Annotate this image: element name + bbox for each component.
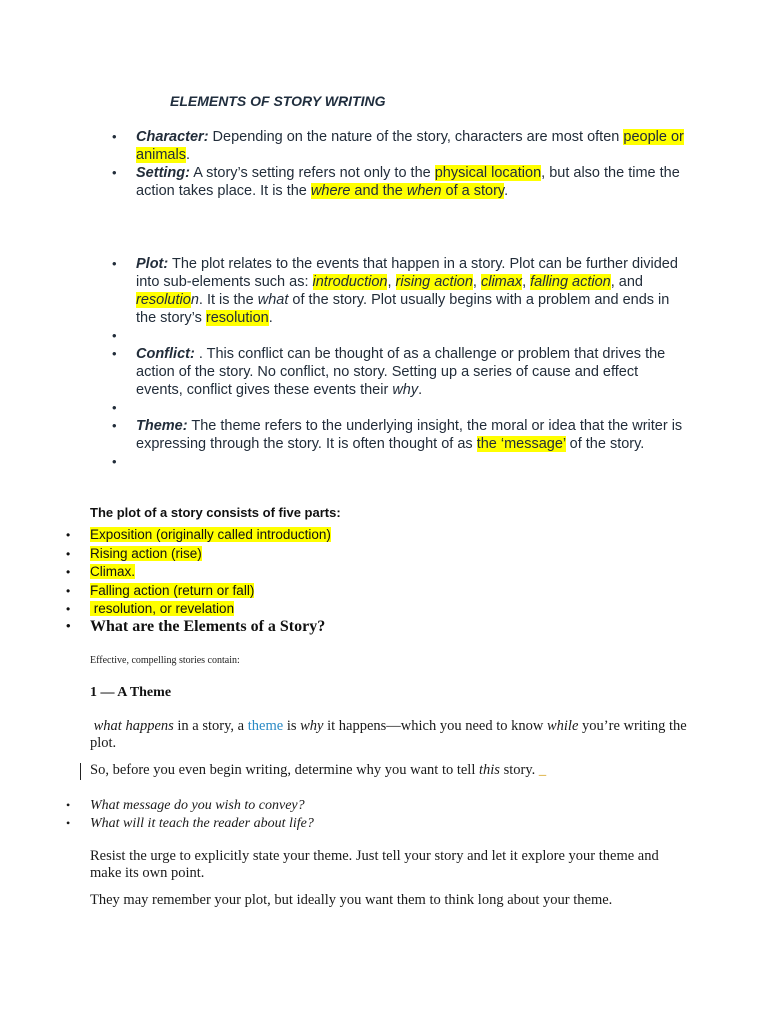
theme-paragraph-text: is: [283, 718, 301, 734]
this-italic: this: [479, 762, 500, 778]
empty-list-item: [0, 399, 686, 417]
plot-part-text: Exposition (originally called introduction): [90, 527, 331, 542]
questions-list: [0, 797, 314, 832]
term-setting: Setting:: [136, 165, 190, 181]
elements-list-a: [0, 128, 686, 200]
list-item-theme: [0, 417, 686, 453]
so-before-paragraph: [90, 762, 690, 779]
so-before-text-end: story.: [499, 762, 539, 778]
theme-text-end: of the story.: [565, 436, 645, 452]
highlight-introduction: introduction: [312, 274, 388, 290]
highlight-physical-location: physical location: [434, 165, 542, 181]
theme-paragraph: [90, 718, 690, 752]
plot-part-text: Falling action (return or fall): [90, 582, 255, 598]
highlight-resolutio: resolutio: [136, 292, 191, 308]
theme-text: The theme refers to the underlying insight, the moral or idea that the writer is expressing through the story. It is often thought of as: [136, 418, 683, 452]
text-cursor: [80, 763, 81, 780]
character-period: .: [185, 147, 190, 163]
elements-list-b: [0, 255, 686, 471]
setting-text-a: A story’s setting refers not only to the: [189, 165, 435, 181]
plot-part-item: [0, 600, 331, 619]
list-item-setting: [0, 164, 686, 200]
plot-sep-2: ,: [472, 274, 481, 290]
conflict-text: . This conflict can be thought of as a challenge or problem that drives the action of the story. No conflict, no story. Setting up a series of cause and effect events, conflict gives these events their: [136, 346, 666, 398]
theme-paragraph-text: you’re writing the plot.: [90, 718, 687, 751]
theme-paragraph-text: in a story, a: [173, 718, 248, 734]
term-theme: Theme:: [136, 418, 188, 434]
setting-and: and the: [350, 183, 407, 199]
conflict-why: why: [392, 382, 419, 398]
plot-sep-1: ,: [387, 274, 396, 290]
why-italic: why: [300, 718, 324, 734]
setting-text-b: , but also the time the action takes place. It is the: [136, 165, 680, 199]
plot-part-text: resolution, or revelation: [90, 601, 235, 617]
theme-paragraph-text: it happens—which you need to know: [323, 718, 547, 734]
plot-part-item: [0, 563, 331, 582]
list-item-plot: [0, 255, 686, 327]
plot-parts-heading: The plot of a story consists of five parts:: [90, 505, 341, 520]
setting-when: when: [406, 183, 442, 199]
plot-part-item: [0, 582, 331, 601]
what-happens-italic: what happens: [90, 718, 174, 734]
list-item-character: [0, 128, 686, 164]
empty-list-item: [0, 327, 686, 345]
term-character: Character:: [136, 129, 209, 145]
setting-period: .: [504, 183, 509, 199]
plot-period: .: [268, 310, 273, 326]
plot-text-c: of the story. Plot usually begins with a problem and ends in the story’s: [136, 292, 670, 326]
plot-part-item: [0, 545, 331, 564]
empty-list-item: [0, 453, 686, 471]
question-item: • What will it teach the reader about life?: [0, 815, 314, 833]
term-conflict: Conflict:: [136, 346, 195, 362]
highlight-climax: climax: [480, 274, 523, 290]
theme-subheading: 1 — A Theme: [90, 685, 172, 700]
document-title: ELEMENTS OF STORY WRITING: [170, 93, 386, 109]
underscore-mark: _: [538, 762, 547, 778]
intro-text: Effective, compelling stories contain:: [90, 655, 240, 666]
remember-paragraph: They may remember your plot, but ideally you want them to think long about your theme.: [90, 892, 613, 908]
highlight-people-or-animals: people or animals: [136, 129, 684, 163]
highlight-resolution: resolution: [205, 310, 269, 326]
question-item: • What message do you wish to convey?: [0, 797, 314, 815]
plot-text-b: . It is the: [198, 292, 258, 308]
plot-parts-list: [0, 526, 331, 619]
while-italic: while: [546, 718, 579, 734]
plot-sep-3: ,: [522, 274, 531, 290]
theme-link[interactable]: theme: [247, 718, 284, 734]
highlight-the-message: the ‘message’: [476, 436, 566, 452]
plot-what: what: [257, 292, 289, 308]
setting-of-a-story: of a story: [441, 183, 505, 199]
character-text: Depending on the nature of the story, characters are most often: [208, 129, 624, 145]
highlight-falling-action: falling action: [530, 274, 611, 290]
plot-text-a: The plot relates to the events that happen in a story. Plot can be further divided into sub-elements such as:: [136, 256, 678, 290]
highlight-rising-action: rising action: [395, 274, 473, 290]
conflict-period: .: [418, 382, 423, 398]
plot-n: n: [190, 292, 199, 308]
plot-and: , and: [610, 274, 643, 290]
elements-of-story-heading: • What are the Elements of a Story?: [0, 618, 325, 636]
list-item-conflict: [0, 345, 686, 399]
so-before-text: So, before you even begin writing, determine why you want to tell: [90, 762, 479, 778]
plot-part-item: [0, 526, 331, 545]
setting-where: where: [310, 183, 351, 199]
highlight-where-when: [311, 183, 504, 199]
plot-part-text: Climax.: [90, 564, 136, 580]
plot-part-text: Rising action (rise): [90, 545, 202, 561]
resist-paragraph: Resist the urge to explicitly state your theme. Just tell your story and let it explore your theme and make its own point.: [90, 848, 659, 881]
term-plot: Plot:: [136, 256, 169, 272]
